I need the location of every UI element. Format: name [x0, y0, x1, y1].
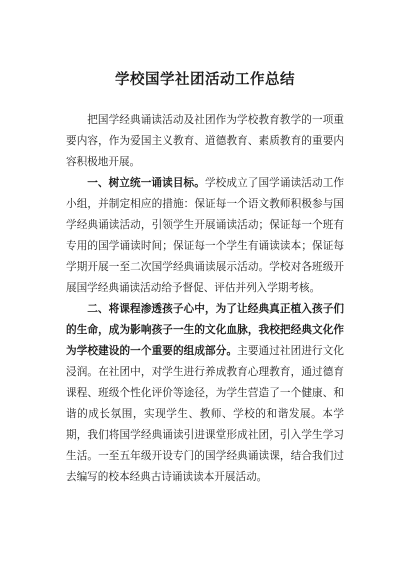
paragraph-body: 主要通过社团进行文化浸润。在社团中，对学生进行养成教育心理教育，通过德育课程、班级个性化评价等途径，为学生营造了一个健康、和谐的成长氛围，实现学生、教师、学校的和谐发展。本学期，我们将国学经典诵读引进课堂形成社团，引入学生学习生活。一至五年级开设专门的国学经典诵读课，结合我们过去编写的校本经典古诗诵读读本开展活动。 — [66, 345, 344, 483]
paragraph-lead: 一、树立统一诵读目标。 — [87, 177, 205, 189]
paragraph-lead: 二、将课程渗透孩子心中，为了让经典真正植入孩子们的生命，成为影响孩子一生的文化血脉，我校把经典文化作为学校建设的一个重要的组成部分。 — [66, 303, 344, 357]
paragraph-body: 学校成立了国学诵读活动工作小组，并制定相应的措施：保证每一个语文教师积极参与国学经典诵读活动，引领学生开展诵读活动；保证每一个班有专用的国学诵读时间；保证每一个学生有诵读读本；保证每学期开展一至二次国学经典诵读展示活动。学校对各班级开展国学经典诵读活动给予督促、评估并列入学期考核。 — [66, 177, 345, 294]
paragraph-intro — [66, 110, 344, 173]
paragraph-section-2 — [66, 299, 344, 488]
paragraph-section-1 — [66, 173, 344, 299]
document-title: 学校国学社团活动工作总结 — [115, 71, 295, 88]
paragraph-body: 把国学经典诵读活动及社团作为学校教育教学的一项重要内容，作为爱国主义教育、道德教育、素质教育的重要内容积极地开展。 — [66, 114, 344, 168]
